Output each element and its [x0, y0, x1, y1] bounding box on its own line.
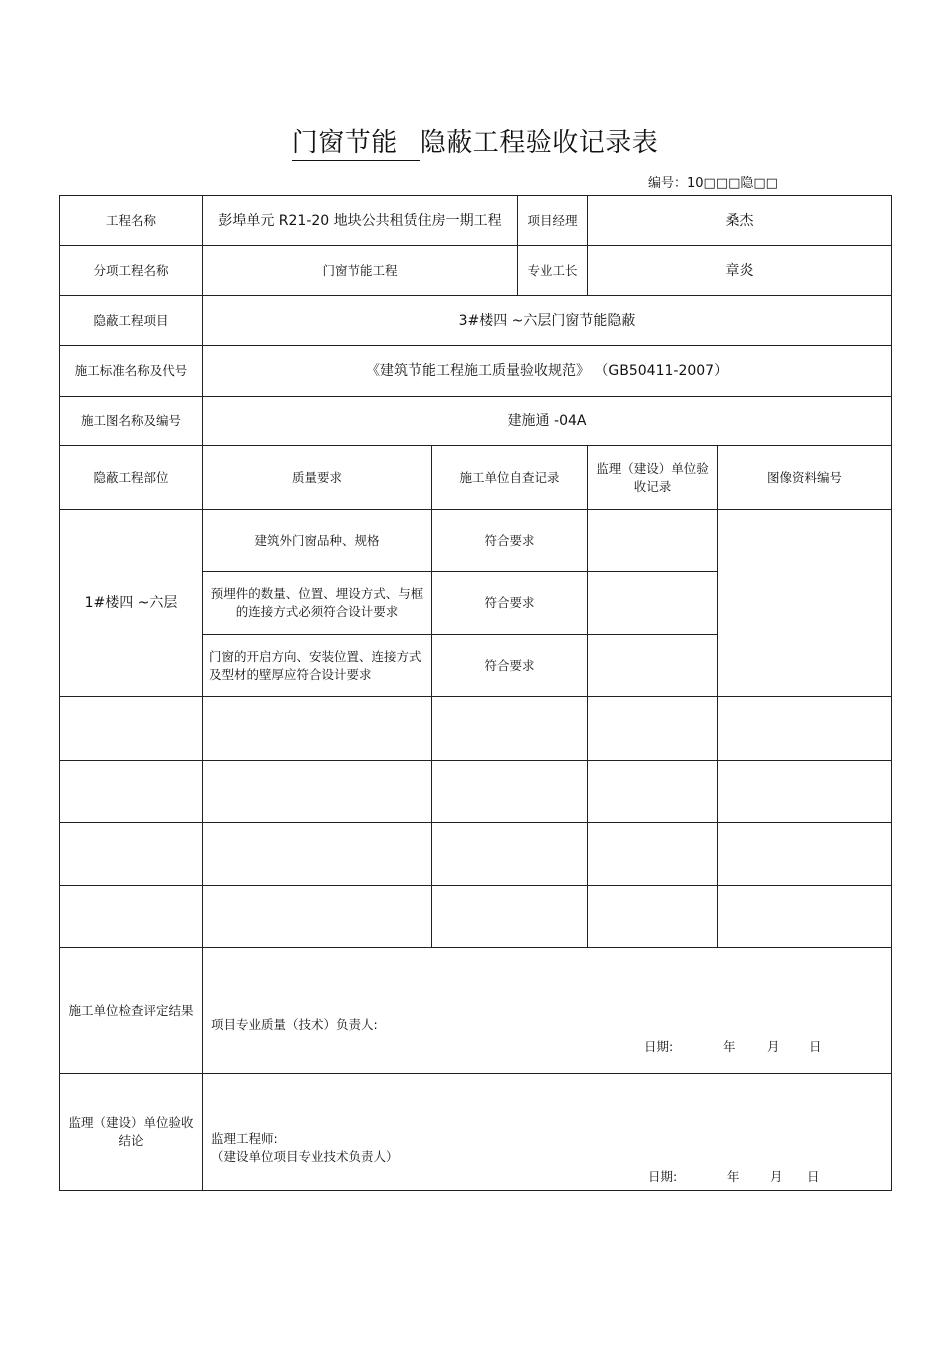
- title-blank: [398, 126, 420, 161]
- hidden-item-label: 隐蔽工程项目: [60, 296, 203, 346]
- title-part1: 门窗节能: [292, 126, 398, 161]
- supervision-day: 日: [807, 1169, 820, 1184]
- supervision-signer-note: （建设单位项目专业技术负责人）: [211, 1149, 399, 1164]
- sub-project-value: 门窗节能工程: [203, 246, 518, 296]
- blank-row: [60, 697, 892, 761]
- construction-eval-label: 施工单位检查评定结果: [60, 948, 203, 1074]
- image-no-cell: [718, 510, 892, 697]
- drawing-label: 施工图名称及编号: [60, 397, 203, 446]
- quality-item: 门窗的开启方向、安装位置、连接方式及型材的壁厚应符合设计要求: [203, 635, 432, 697]
- construction-month: 月: [767, 1039, 780, 1054]
- construction-eval-row: [60, 948, 892, 1074]
- foreman-label: 专业工长: [518, 246, 588, 296]
- inspection-row: [60, 510, 892, 572]
- foreman-value: 章炎: [588, 246, 892, 296]
- drawing-value: 建施通 -04A: [203, 397, 892, 446]
- standard-value: 《建筑节能工程施工质量验收规范》 （GB50411-2007）: [203, 346, 892, 397]
- self-check-result: 符合要求: [432, 510, 588, 572]
- project-name-label: 工程名称: [60, 196, 203, 246]
- row-drawing: [60, 397, 892, 446]
- construction-year: 年: [723, 1039, 736, 1054]
- supervision-year: 年: [727, 1169, 740, 1184]
- standard-label: 施工标准名称及代号: [60, 346, 203, 397]
- col-self-check: 施工单位自查记录: [432, 446, 588, 510]
- col-quality: 质量要求: [203, 446, 432, 510]
- supervision-date-label: 日期:: [648, 1169, 678, 1184]
- supervision-eval-label: 监理（建设）单位验收结论: [60, 1074, 203, 1191]
- page-title: [0, 122, 950, 161]
- sub-project-label: 分项工程名称: [60, 246, 203, 296]
- hidden-item-value: 3#楼四 ~六层门窗节能隐蔽: [203, 296, 892, 346]
- construction-signer: 项目专业质量（技术）负责人:: [211, 1017, 378, 1032]
- col-part: 隐蔽工程部位: [60, 446, 203, 510]
- inspection-part: 1#楼四 ~六层: [60, 510, 203, 697]
- construction-day: 日: [809, 1039, 822, 1054]
- record-form: [59, 195, 892, 1191]
- self-check-result: 符合要求: [432, 572, 588, 635]
- column-header-row: [60, 446, 892, 510]
- col-supervision: 监理（建设）单位验收记录: [588, 446, 718, 510]
- row-sub-project: [60, 246, 892, 296]
- quality-item: 建筑外门窗品种、规格: [203, 510, 432, 572]
- quality-item: 预埋件的数量、位置、埋设方式、与框的连接方式必须符合设计要求: [203, 572, 432, 635]
- supervision-eval-content: [203, 1074, 892, 1191]
- supervision-record: [588, 572, 718, 635]
- construction-date-label: 日期:: [644, 1039, 674, 1054]
- supervision-signer: 监理工程师:: [211, 1131, 278, 1146]
- project-name-value: 彭埠单元 R21-20 地块公共租赁住房一期工程: [203, 196, 518, 246]
- manager-value: 桑杰: [588, 196, 892, 246]
- self-check-result: 符合要求: [432, 635, 588, 697]
- col-image-no: 图像资料编号: [718, 446, 892, 510]
- row-project: [60, 196, 892, 246]
- record-code: 编号：10□□□隐□□: [648, 176, 778, 191]
- supervision-eval-row: [60, 1074, 892, 1191]
- blank-row: [60, 886, 892, 948]
- supervision-month: 月: [770, 1169, 783, 1184]
- supervision-record: [588, 510, 718, 572]
- blank-row: [60, 823, 892, 886]
- manager-label: 项目经理: [518, 196, 588, 246]
- construction-eval-content: [203, 948, 892, 1074]
- title-part2: 隐蔽工程验收记录表: [419, 128, 659, 158]
- row-hidden-item: [60, 296, 892, 346]
- supervision-record: [588, 635, 718, 697]
- blank-row: [60, 761, 892, 823]
- row-standard: [60, 346, 892, 397]
